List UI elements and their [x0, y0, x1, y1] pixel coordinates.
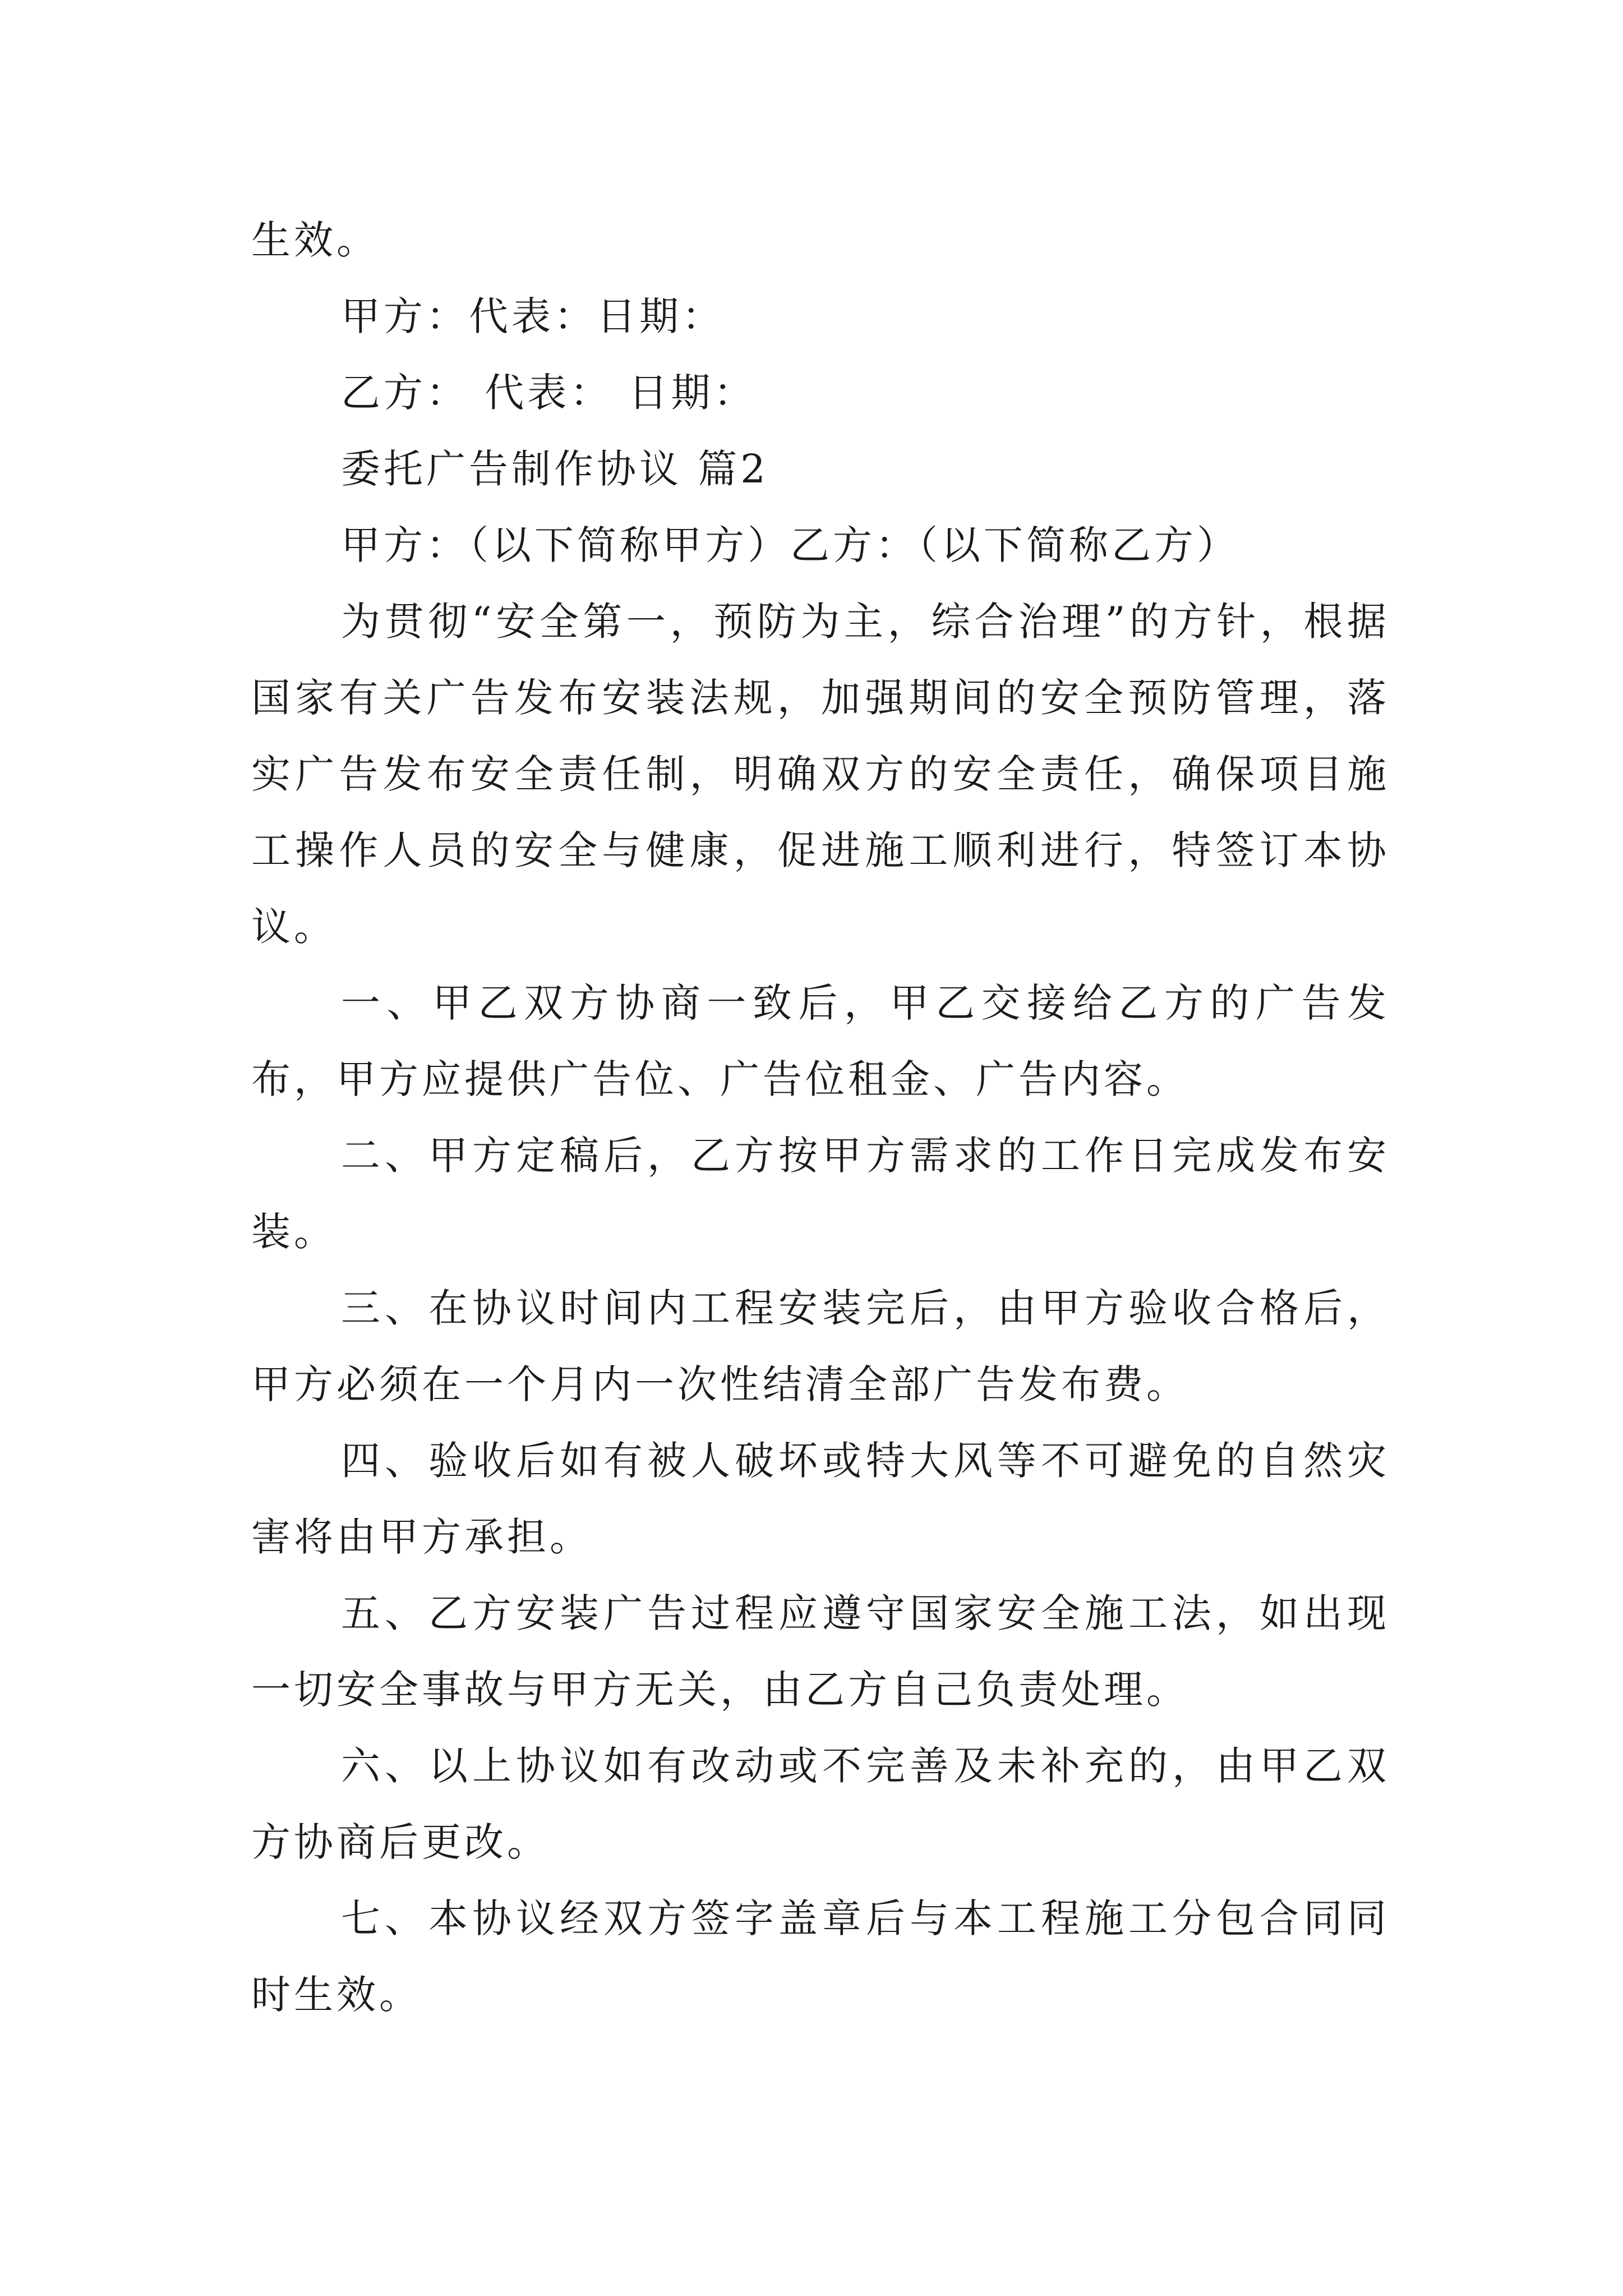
- clause-2: 二、甲方定稿后，乙方按甲方需求的工作日完成发布安装。: [251, 1133, 1390, 1255]
- clause-4: 四、验收后如有被人破坏或特大风等不可避免的自然灾害将由甲方承担。: [251, 1438, 1390, 1560]
- clause-6: 六、以上协议如有改动或不完善及未补充的，由甲乙双方协商后更改。: [251, 1743, 1390, 1865]
- clause-3: 三、在协议时间内工程安装完后，由甲方验收合格后，甲方必须在一个月内一次性结清全部广告发布费。: [251, 1285, 1390, 1407]
- signature-line-party-a: 甲方：代表：日期：: [341, 293, 725, 339]
- preamble-paragraph: 为贯彻“安全第一，预防为主，综合治理”的方针，根据国家有关广告发布安装法规，加强期间的安全预防管理，落实广告发布安全责任制，明确双方的安全责任，确保项目施工操作人员的安全与健康，促进施工顺利进行，特签订本协议。: [251, 599, 1390, 950]
- paragraph-continuation: 生效。: [251, 217, 379, 263]
- document-body: [251, 202, 1390, 2033]
- clause-1: 一、甲乙双方协商一致后，甲乙交接给乙方的广告发布，甲方应提供广告位、广告位租金、广告内容。: [251, 980, 1390, 1102]
- clause-5: 五、乙方安装广告过程应遵守国家安全施工法，如出现一切安全事故与甲方无关，由乙方自己负责处理。: [251, 1590, 1390, 1713]
- parties-line: 甲方：（以下简称甲方）乙方：（以下简称乙方）: [341, 522, 1239, 568]
- clause-7: 七、本协议经双方签字盖章后与本工程施工分包合同同时生效。: [251, 1895, 1390, 2018]
- signature-line-party-b: 乙方： 代表： 日期：: [341, 370, 757, 416]
- section-title: 委托广告制作协议 篇2: [341, 446, 769, 492]
